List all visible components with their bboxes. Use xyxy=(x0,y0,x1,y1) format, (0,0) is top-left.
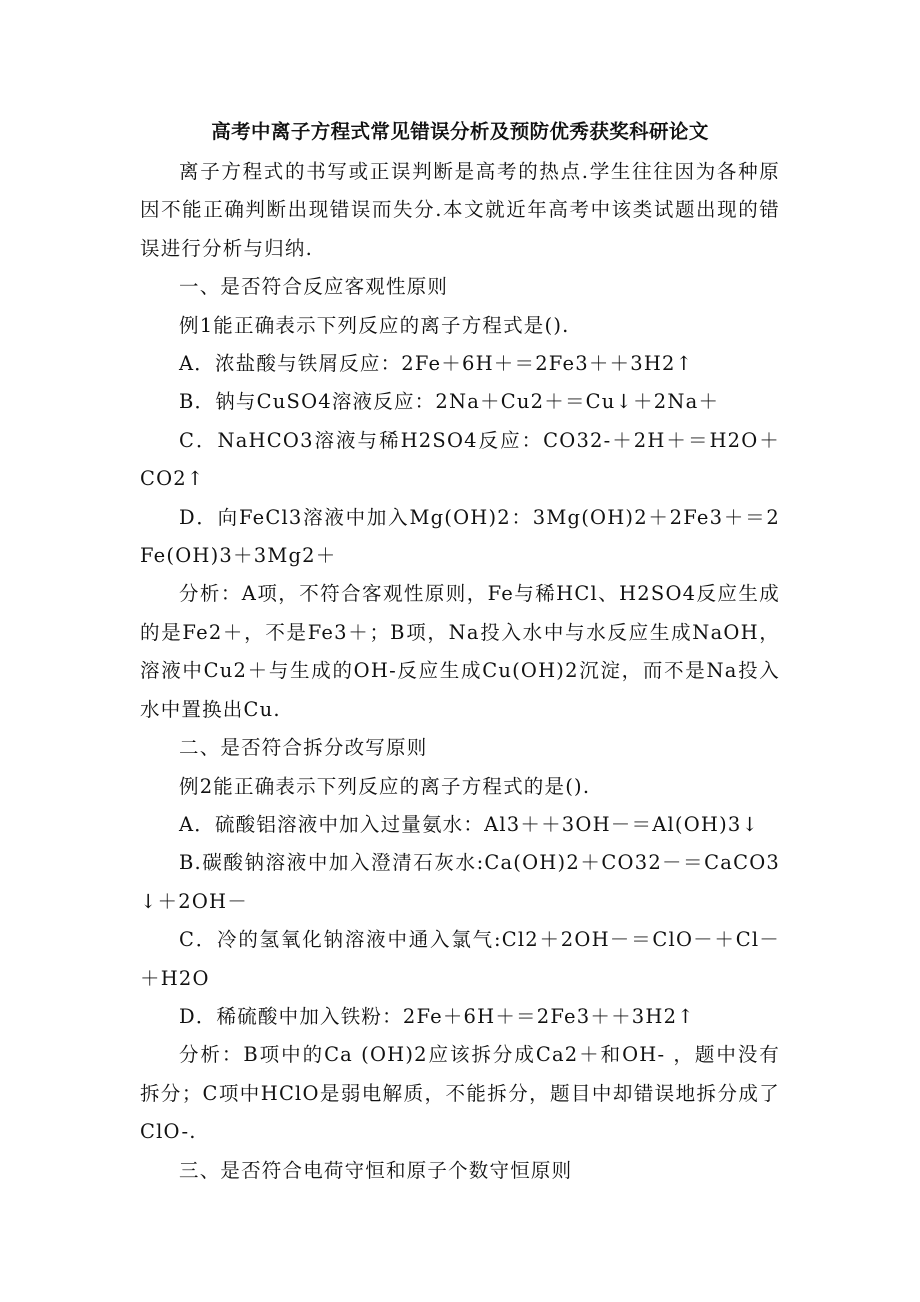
example-2-option-c: C．冷的氢氧化钠溶液中通入氯气:Cl2＋2OH－＝ClO－＋Cl－＋H2O xyxy=(140,928,780,990)
section-heading-1: 一、是否符合反应客观性原则 xyxy=(179,275,449,299)
document-title: 高考中离子方程式常见错误分析及预防优秀获奖科研论文 xyxy=(211,120,709,143)
example-1-option-b: B．钠与CuSO4溶液反应：2Na＋Cu2＋＝Cu↓＋2Na＋ xyxy=(179,390,720,414)
example-1-analysis: 分析：A项，不符合客观性原则，Fe与稀HCl、H2SO4反应生成的是Fe2＋，不是Fe3＋；B项，Na投入水中与水反应生成NaOH，溶液中Cu2＋与生成的OH-反应生成Cu(OH)2沉淀，而不是Na投入水中置换出Cu. xyxy=(140,582,780,721)
example-2-option-b: B.碳酸钠溶液中加入澄清石灰水:Ca(OH)2＋CO32－＝CaCO3↓＋2OH－ xyxy=(140,851,780,913)
example-1-question: 例1能正确表示下列反应的离子方程式是(). xyxy=(179,313,570,337)
example-1-option-c: C．NaHCO3溶液与稀H2SO4反应：CO32-＋2H＋＝H2O＋CO2↑ xyxy=(140,428,780,491)
example-2-option-d: D．稀硫酸中加入铁粉：2Fe＋6H＋＝2Fe3＋＋3H2↑ xyxy=(179,1004,695,1028)
document-body xyxy=(140,153,780,1190)
example-1-option-d: D．向FeCl3溶液中加入Mg(OH)2：3Mg(OH)2＋2Fe3＋＝2Fe(OH)3＋3Mg2＋ xyxy=(140,505,780,568)
example-2-question: 例2能正确表示下列反应的离子方程式的是(). xyxy=(179,774,591,798)
example-2-analysis: 分析：B项中的Ca (OH)2应该拆分成Ca2＋和OH- ，题中没有拆分；C项中HClO是弱电解质，不能拆分，题目中却错误地拆分成了ClO-. xyxy=(140,1043,780,1144)
section-heading-3: 三、是否符合电荷守恒和原子个数守恒原则 xyxy=(179,1158,573,1182)
example-2-option-a: A．硫酸铝溶液中加入过量氨水：Al3＋＋3OH－＝Al(OH)3↓ xyxy=(179,812,760,836)
intro-paragraph: 离子方程式的书写或正误判断是高考的热点.学生往往因为各种原因不能正确判断出现错误而失分.本文就近年高考中该类试题出现的错误进行分析与归纳. xyxy=(140,160,780,260)
section-heading-2: 二、是否符合拆分改写原则 xyxy=(179,736,428,760)
example-1-option-a: A．浓盐酸与铁屑反应：2Fe＋6H＋＝2Fe3＋＋3H2↑ xyxy=(179,352,694,376)
